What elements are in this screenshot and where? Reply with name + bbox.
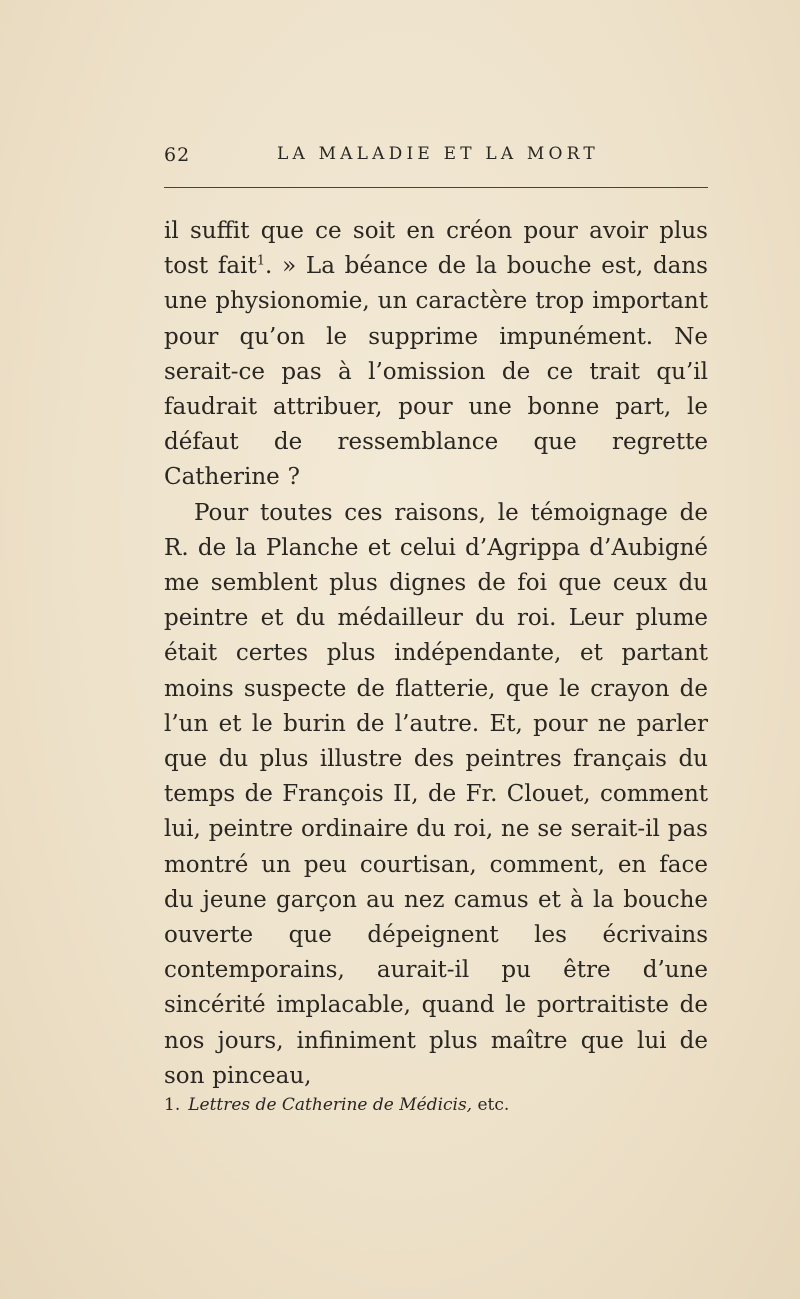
paragraph-continued (164, 214, 708, 496)
footnote-number: 1. (164, 1095, 181, 1115)
paragraph-1-end: . » La béance de la bouche est, dans une physionomie, un caractère trop important pour qu’on le supprime impunément. Ne serait-ce pas à l’omission de ce trait qu’il faudrait attribuer, pour une bonne part, le défaut de ressemblance que regrette Catherine ? (164, 253, 708, 491)
page-number: 62 (164, 144, 191, 166)
footnote-title: Lettres de Catherine de Médicis, (188, 1095, 473, 1115)
paragraph-2: Pour toutes ces raisons, le témoignage de R. de la Planche et celui d’Agrippa d’Aubigné me semblent plus dignes de foi que ceux du peintre et du médailleur du roi. Leur plume était certes plus indépendante, et partant moins suspecte de flatterie, que le crayon de l’un et le burin de l’autre. Et, pour ne parler que du plus illustre des peintres français du temps de François II, de Fr. Clouet, comment lui, peintre ordinaire du roi, ne se serait-il pas montré un peu courtisan, comment, en face du jeune garçon au nez camus et à la bouche ouverte que dépeignent les écrivains contemporains, aurait-il pu être d’une sincérité implacable, quand le portraitiste de nos jours, infiniment plus maître que lui de son pinceau, (164, 499, 708, 1089)
footnote (164, 1094, 708, 1116)
book-page (164, 140, 708, 1115)
paragraph-1-start: il suffit que ce soit en créon pour avoir plus tost fait (164, 218, 708, 280)
footnote-rest: etc. (472, 1095, 510, 1115)
header-rule (164, 187, 708, 188)
running-title: LA MALADIE ET LA MORT (277, 144, 599, 164)
body-text (164, 214, 708, 1094)
footnote-reference: 1 (256, 253, 266, 269)
running-head (164, 140, 708, 176)
